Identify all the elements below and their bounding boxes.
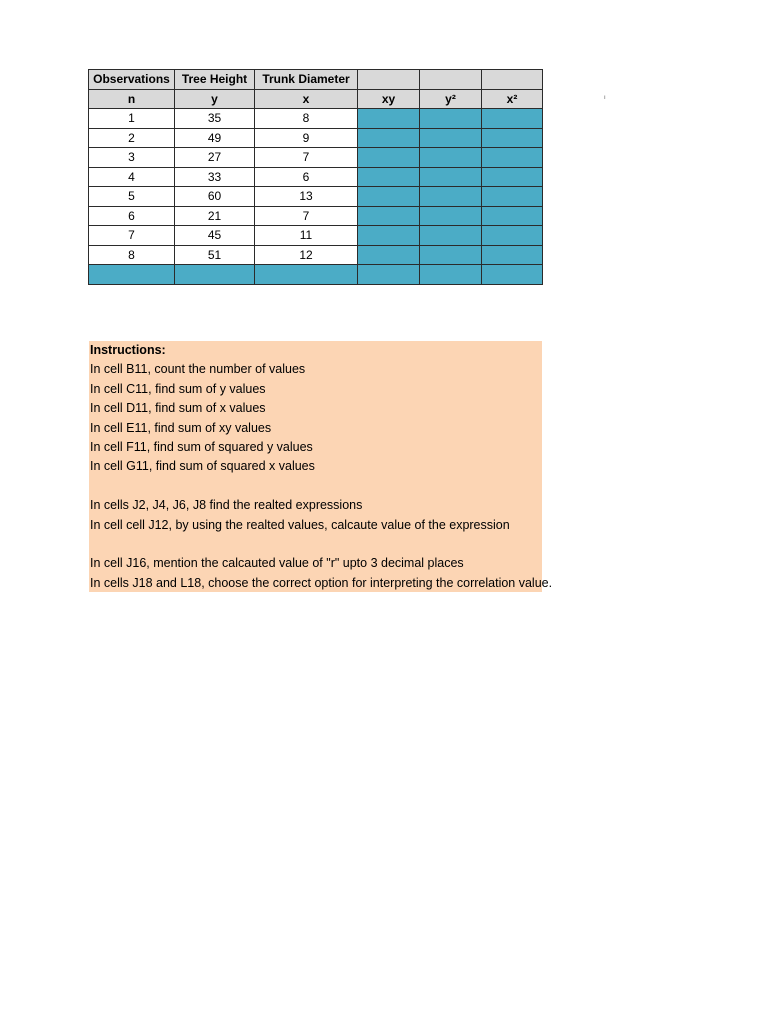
header-cell[interactable]: y <box>175 89 255 109</box>
header-row-symbols <box>89 89 543 109</box>
header-cell[interactable]: y² <box>420 89 482 109</box>
header-cell[interactable]: xy <box>358 89 420 109</box>
cell-xy[interactable] <box>358 167 420 187</box>
total-n-cell[interactable] <box>89 265 175 285</box>
header-cell[interactable]: Tree Height <box>175 70 255 90</box>
header-cell[interactable] <box>482 70 543 90</box>
cell-y[interactable]: 27 <box>175 148 255 168</box>
total-y2-cell[interactable] <box>420 265 482 285</box>
cell-x2[interactable] <box>482 109 543 129</box>
instruction-line: In cells J18 and L18, choose the correct option for interpreting the correlation value. <box>90 575 553 590</box>
table-row <box>89 245 543 265</box>
cell-y[interactable]: 33 <box>175 167 255 187</box>
cell-y2[interactable] <box>420 226 482 246</box>
header-cell[interactable]: Observations <box>89 70 175 90</box>
cell-xy[interactable] <box>358 245 420 265</box>
header-cell[interactable]: Trunk Diameter <box>255 70 358 90</box>
cell-y2[interactable] <box>420 148 482 168</box>
stray-mark: ı <box>604 95 606 101</box>
instruction-line: In cell E11, find sum of xy values <box>90 420 272 435</box>
header-cell[interactable]: n <box>89 89 175 109</box>
table-row <box>89 187 543 207</box>
cell-y[interactable]: 21 <box>175 206 255 226</box>
header-cell[interactable] <box>358 70 420 90</box>
instruction-line: In cell B11, count the number of values <box>90 362 306 377</box>
cell-n[interactable]: 1 <box>89 109 175 129</box>
instructions-title: Instructions: <box>90 343 166 357</box>
instruction-line: In cell D11, find sum of x values <box>90 401 266 416</box>
cell-y[interactable]: 51 <box>175 245 255 265</box>
total-x2-cell[interactable] <box>482 265 543 285</box>
cell-y2[interactable] <box>420 109 482 129</box>
table-row <box>89 148 543 168</box>
instruction-line: In cell F11, find sum of squared y values <box>90 440 313 454</box>
cell-x2[interactable] <box>482 226 543 246</box>
cell-n[interactable]: 4 <box>89 167 175 187</box>
instruction-line: In cells J2, J4, J6, J8 find the realted expressions <box>90 498 363 513</box>
cell-x2[interactable] <box>482 167 543 187</box>
cell-x[interactable]: 6 <box>255 167 358 187</box>
cell-xy[interactable] <box>358 109 420 129</box>
cell-y[interactable]: 49 <box>175 128 255 148</box>
cell-x[interactable]: 7 <box>255 206 358 226</box>
instruction-line: In cell G11, find sum of squared x values <box>90 459 315 474</box>
cell-xy[interactable] <box>358 128 420 148</box>
cell-xy[interactable] <box>358 187 420 207</box>
cell-x2[interactable] <box>482 206 543 226</box>
cell-x[interactable]: 13 <box>255 187 358 207</box>
cell-y2[interactable] <box>420 245 482 265</box>
cell-n[interactable]: 2 <box>89 128 175 148</box>
cell-n[interactable]: 3 <box>89 148 175 168</box>
instruction-line: In cell J16, mention the calcauted value of "r" upto 3 decimal places <box>90 556 464 571</box>
cell-xy[interactable] <box>358 206 420 226</box>
cell-n[interactable]: 8 <box>89 245 175 265</box>
cell-x[interactable]: 11 <box>255 226 358 246</box>
cell-y2[interactable] <box>420 187 482 207</box>
instructions-box <box>89 341 553 592</box>
table-row <box>89 167 543 187</box>
total-xy-cell[interactable] <box>358 265 420 285</box>
table-row <box>89 109 543 129</box>
cell-xy[interactable] <box>358 148 420 168</box>
cell-x[interactable]: 7 <box>255 148 358 168</box>
cell-x[interactable]: 12 <box>255 245 358 265</box>
cell-xy[interactable] <box>358 226 420 246</box>
cell-y2[interactable] <box>420 167 482 187</box>
instruction-line: In cell cell J12, by using the realted values, calcaute value of the expression <box>90 517 510 532</box>
header-cell[interactable]: x <box>255 89 358 109</box>
cell-n[interactable]: 7 <box>89 226 175 246</box>
cell-y[interactable]: 35 <box>175 109 255 129</box>
cell-n[interactable]: 6 <box>89 206 175 226</box>
cell-n[interactable]: 5 <box>89 187 175 207</box>
total-y-cell[interactable] <box>175 265 255 285</box>
cell-y2[interactable] <box>420 128 482 148</box>
instruction-line: In cell C11, find sum of y values <box>90 381 266 396</box>
cell-y[interactable]: 60 <box>175 187 255 207</box>
cell-x[interactable]: 9 <box>255 128 358 148</box>
table-row <box>89 206 543 226</box>
cell-x2[interactable] <box>482 148 543 168</box>
cell-x2[interactable] <box>482 128 543 148</box>
table-row <box>89 128 543 148</box>
cell-x2[interactable] <box>482 187 543 207</box>
cell-y[interactable]: 45 <box>175 226 255 246</box>
data-table <box>88 69 543 285</box>
header-cell[interactable]: x² <box>482 89 543 109</box>
cell-x[interactable]: 8 <box>255 109 358 129</box>
header-cell[interactable] <box>420 70 482 90</box>
cell-x2[interactable] <box>482 245 543 265</box>
header-row-titles <box>89 70 543 90</box>
cell-y2[interactable] <box>420 206 482 226</box>
total-x-cell[interactable] <box>255 265 358 285</box>
totals-row <box>89 265 543 285</box>
table-row <box>89 226 543 246</box>
